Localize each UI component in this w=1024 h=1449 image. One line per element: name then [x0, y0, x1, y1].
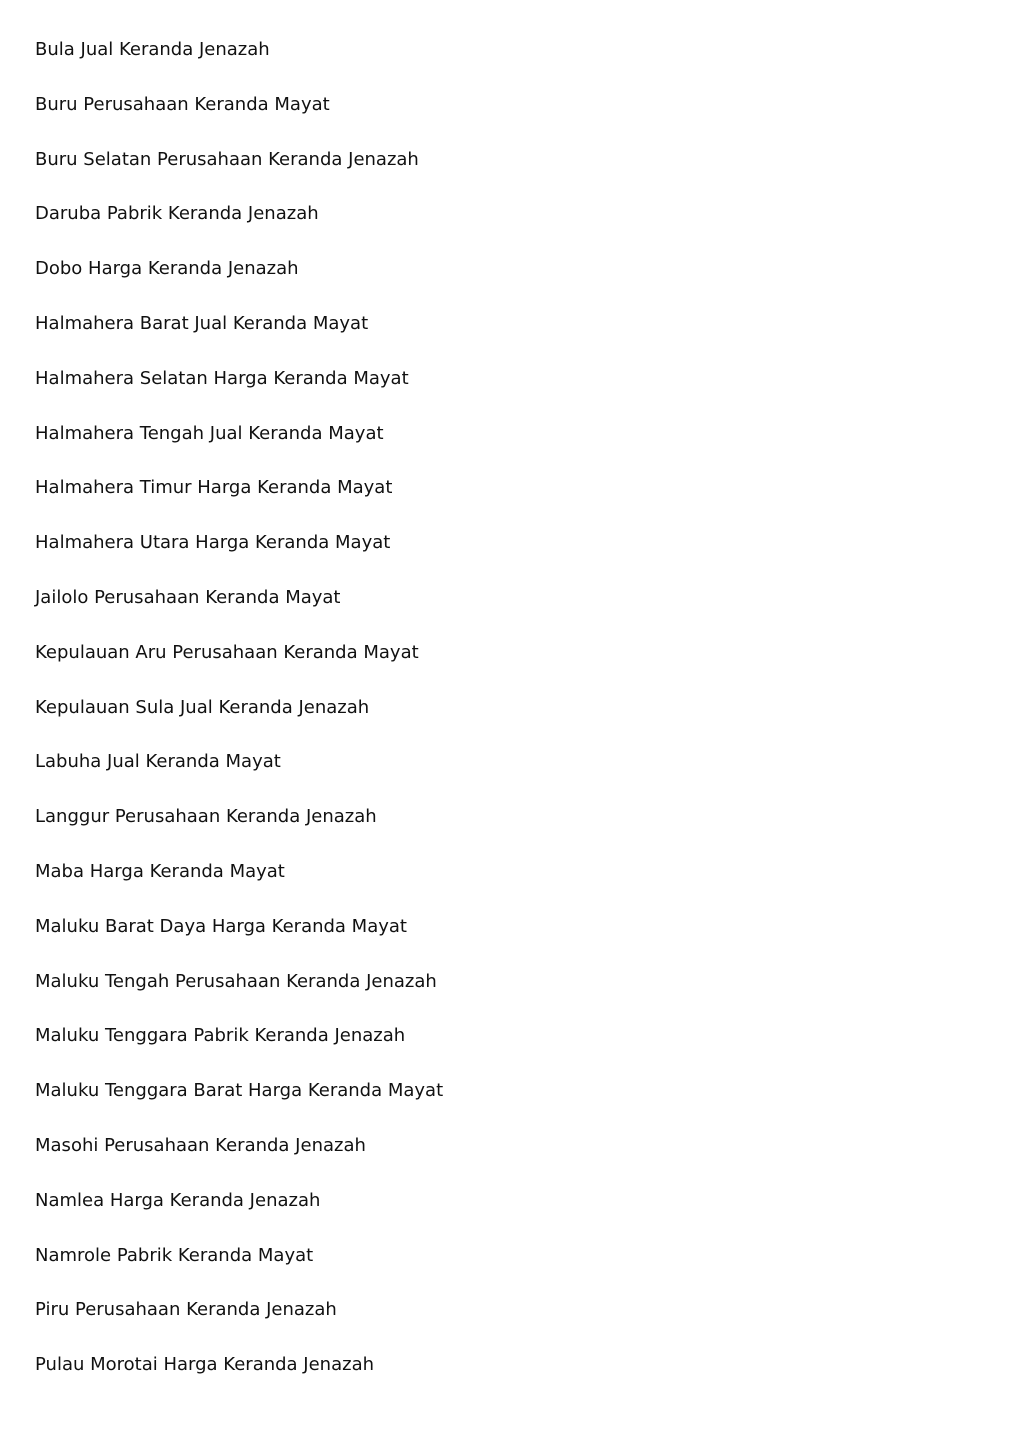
list-item: Pulau Morotai Harga Keranda Jenazah — [35, 1354, 375, 1376]
list-item: Maluku Tenggara Barat Harga Keranda Mayat — [35, 1080, 444, 1102]
list-item: Buru Selatan Perusahaan Keranda Jenazah — [35, 148, 419, 170]
list-item: Maluku Tengah Perusahaan Keranda Jenazah — [35, 970, 437, 992]
list-item: Maluku Tenggara Pabrik Keranda Jenazah — [35, 1025, 406, 1047]
list-item: Halmahera Selatan Harga Keranda Mayat — [35, 367, 409, 389]
location-list — [35, 36, 443, 1406]
list-item: Maba Harga Keranda Mayat — [35, 860, 285, 882]
list-item: Kepulauan Aru Perusahaan Keranda Mayat — [35, 641, 419, 663]
list-item: Daruba Pabrik Keranda Jenazah — [35, 203, 319, 225]
list-item: Labuha Jual Keranda Mayat — [35, 751, 281, 773]
list-item: Bula Jual Keranda Jenazah — [35, 39, 270, 60]
list-item: Kepulauan Sula Jual Keranda Jenazah — [35, 696, 370, 718]
list-item: Halmahera Timur Harga Keranda Mayat — [35, 477, 393, 499]
list-item: Piru Perusahaan Keranda Jenazah — [35, 1299, 337, 1321]
list-item: Namrole Pabrik Keranda Mayat — [35, 1244, 314, 1266]
list-item: Namlea Harga Keranda Jenazah — [35, 1189, 321, 1211]
list-item: Dobo Harga Keranda Jenazah — [35, 258, 299, 280]
list-item: Jailolo Perusahaan Keranda Mayat — [35, 586, 341, 608]
list-item: Halmahera Utara Harga Keranda Mayat — [35, 532, 391, 554]
list-item: Buru Perusahaan Keranda Mayat — [35, 93, 330, 115]
list-item: Langgur Perusahaan Keranda Jenazah — [35, 806, 377, 828]
list-item: Masohi Perusahaan Keranda Jenazah — [35, 1134, 366, 1156]
list-item: Maluku Barat Daya Harga Keranda Mayat — [35, 915, 407, 937]
list-item: Halmahera Barat Jual Keranda Mayat — [35, 312, 369, 334]
list-item: Halmahera Tengah Jual Keranda Mayat — [35, 422, 384, 444]
